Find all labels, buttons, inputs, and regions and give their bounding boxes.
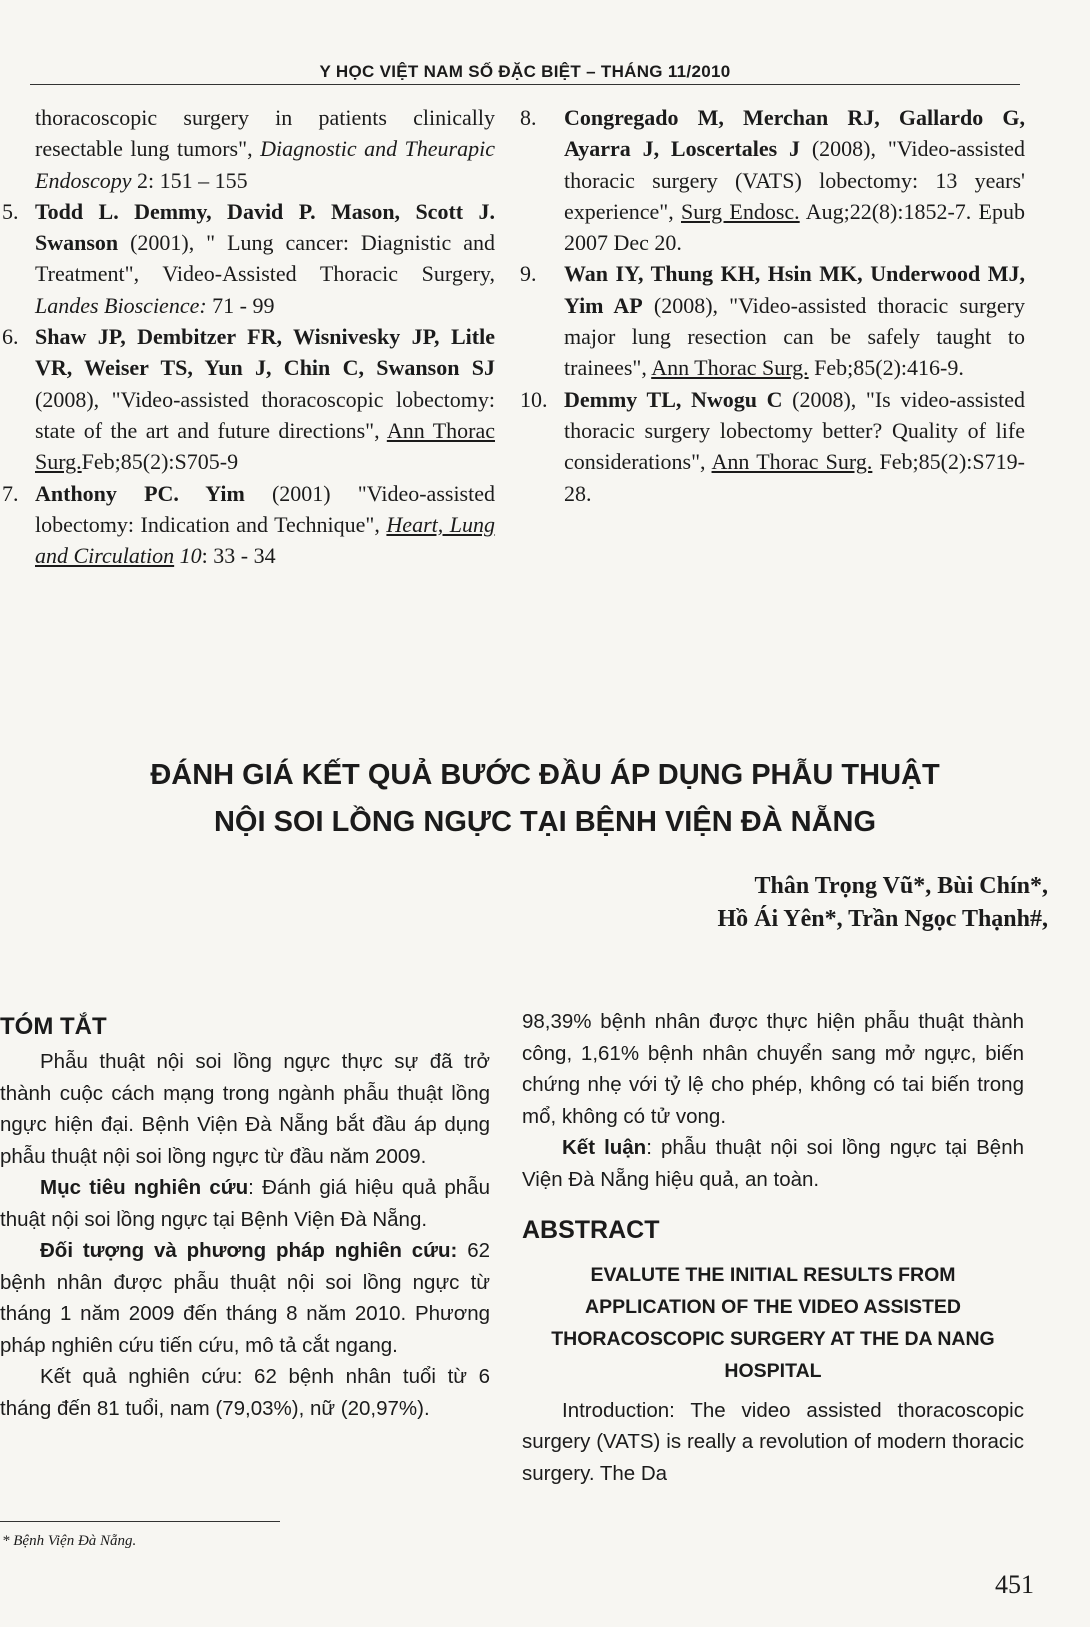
reference-text: Anthony PC. Yim <box>35 480 245 506</box>
reference-number: 7. <box>2 480 19 506</box>
reference-text: Feb;85(2):S705-9 <box>81 449 239 475</box>
reference-text: Wan IY, Thung KH, Hsin MK, Underwood MJ, Yim AP <box>564 261 1025 318</box>
reference-text: Surg Endosc. <box>681 198 800 224</box>
reference-item <box>520 102 1025 258</box>
conclusion-label: Kết luận <box>562 1136 647 1159</box>
reference-item <box>0 196 495 321</box>
reference-number: 6. <box>2 324 19 350</box>
summary-heading: TÓM TẮT <box>0 1013 107 1040</box>
reference-item <box>0 478 495 572</box>
summary-intro: Phẫu thuật nội soi lồng ngực thực sự đã trở thành cuộc cách mạng trong ngành phẫu thuật lồng ngực hiện đại. Bệnh Viện Đà Nẵng bắt đầu áp dụng phẫu thuật nội soi lồng ngực từ đầu năm 2009. <box>0 1050 490 1168</box>
reference-text: thoracoscopic surgery in patients clinically resectable lung tumors", <box>35 105 495 162</box>
reference-number: 8. <box>520 105 537 130</box>
reference-text: Feb;85(2):416-9. <box>808 355 964 381</box>
reference-text: (2008), "Video-assisted thoracic surgery (VATS) lobectomy: 13 years' experience", <box>564 136 1026 224</box>
abstract-heading: ABSTRACT <box>522 1216 660 1244</box>
reference-number: 5. <box>2 198 19 224</box>
authors-line-1: Thân Trọng Vũ*, Bùi Chín*, <box>754 873 1048 899</box>
summary-conclusion <box>522 1132 1024 1195</box>
reference-text: (2001), " Lung cancer: Diagnistic and Treatment", Video-Assisted Thoracic Surgery, <box>35 230 495 287</box>
reference-text: 2: 151 – 155 <box>131 167 248 193</box>
methods-text: 62 bệnh nhân được phẫu thuật nội soi lồng ngực từ tháng 1 năm 2009 đến tháng 8 năm 2010. Phương pháp nghiên cứu tiến cứu, mô tả cắt ngang. <box>0 1239 491 1357</box>
summary-objective <box>0 1172 490 1235</box>
reference-text: Demmy TL, Nwogu C <box>564 386 783 412</box>
reference-text: 71 - 99 <box>206 292 275 318</box>
summary-left-column <box>0 1010 490 1424</box>
footnote-divider <box>0 1521 280 1522</box>
summary-results: Kết quả nghiên cứu: 62 bệnh nhân tuổi từ 6 tháng đến 81 tuổi, nam (79,03%), nữ (20,97%). <box>0 1365 490 1420</box>
reference-number: 9. <box>520 261 537 287</box>
summary-results-continued: 98,39% bệnh nhân được thực hiện phẫu thuật thành công, 1,61% bệnh nhân chuyển sang mở ngực, biến chứng nhẹ với tỷ lệ cho phép, không có tai biến trong mổ, không có tử vong. <box>522 1010 1024 1128</box>
article-title <box>90 752 1000 846</box>
objective-text: : Đánh giá hiệu quả phẫu thuật nội soi lồng ngực tại Bệnh Viện Đà Nẵng. <box>0 1176 490 1231</box>
methods-label: Đối tượng và phương pháp nghiên cứu: <box>40 1239 458 1262</box>
reference-text: (2001) "Video-assisted lobectomy: Indication and Technique", <box>35 480 495 537</box>
reference-text: Feb;85(2):S719-28. <box>564 449 1025 506</box>
reference-text: Shaw JP, Dembitzer FR, Wisnivesky JP, Litle VR, Weiser TS, Yun J, Chin C, Swanson SJ <box>35 324 495 381</box>
article-title-line-1: ĐÁNH GIÁ KẾT QUẢ BƯỚC ĐẦU ÁP DỤNG PHẪU THUẬT <box>150 759 940 791</box>
footnote: * Bệnh Viện Đà Nẵng. <box>2 1533 137 1549</box>
authors <box>448 870 1048 936</box>
reference-number: 10. <box>520 386 548 412</box>
reference-text: : 33 - 34 <box>201 543 276 569</box>
reference-item <box>0 102 495 196</box>
abstract-introduction: Introduction: The video assisted thoracoscopic surgery (VATS) is really a revolution of modern thoracic surgery. The Da <box>522 1398 1024 1485</box>
reference-text: (2008), "Is video-assisted thoracic surgery lobectomy better? Quality of life considerations", <box>564 386 1025 475</box>
reference-text: (2008), "Video-assisted thoracoscopic lobectomy: state of the art and future directions", <box>35 386 495 443</box>
reference-text: Ann Thorac Surg. <box>35 417 495 475</box>
reference-text: Todd L. Demmy, David P. Mason, Scott J. Swanson <box>35 198 495 256</box>
references-right-column <box>520 102 1025 509</box>
reference-text: Heart, Lung and Circulation <box>35 511 496 569</box>
authors-line-2: Hồ Ái Yên*, Trần Ngọc Thạnh#, <box>717 906 1048 932</box>
reference-text: Landes Bioscience: <box>35 292 207 318</box>
reference-text: Congregado M, Merchan RJ, Gallardo G, Ayarra J, Loscertales J <box>564 105 1025 162</box>
reference-text: (2008), "Video-assisted thoracic surgery major lung resection can be safely taught to trainees", <box>564 292 1025 381</box>
reference-text: Ann Thorac Surg. <box>651 355 809 381</box>
reference-text: Aug;22(8):1852-7. Epub 2007 Dec 20. <box>564 198 1025 256</box>
running-header: Y HỌC VIỆT NAM SỐ ĐẶC BIỆT – THÁNG 11/2010 <box>30 62 1020 85</box>
conclusion-text: : phẫu thuật nội soi lồng ngực tại Bệnh Viện Đà Nẵng hiệu quả, an toàn. <box>522 1136 1024 1191</box>
references-left-column <box>0 102 495 571</box>
abstract-title: EVALUTE THE INITIAL RESULTS FROM APPLICATION OF THE VIDEO ASSISTED THORACOSCOPIC SURGERY AT THE DA NANG HOSPITAL <box>551 1263 995 1382</box>
reference-text: Ann Thorac Surg. <box>711 449 873 475</box>
reference-item <box>0 321 495 477</box>
objective-label: Mục tiêu nghiên cứu <box>40 1176 249 1199</box>
reference-text: 10 <box>179 543 202 569</box>
reference-text: Diagnostic and Theurapic Endoscopy <box>35 136 495 193</box>
reference-item <box>520 258 1025 383</box>
article-title-line-2: NỘI SOI LỒNG NGỰC TẠI BỆNH VIỆN ĐÀ NẴNG <box>213 806 877 838</box>
reference-item <box>520 384 1025 509</box>
summary-right-column <box>522 1006 1024 1489</box>
page-number: 451 <box>995 1570 1034 1599</box>
summary-methods <box>0 1235 490 1361</box>
